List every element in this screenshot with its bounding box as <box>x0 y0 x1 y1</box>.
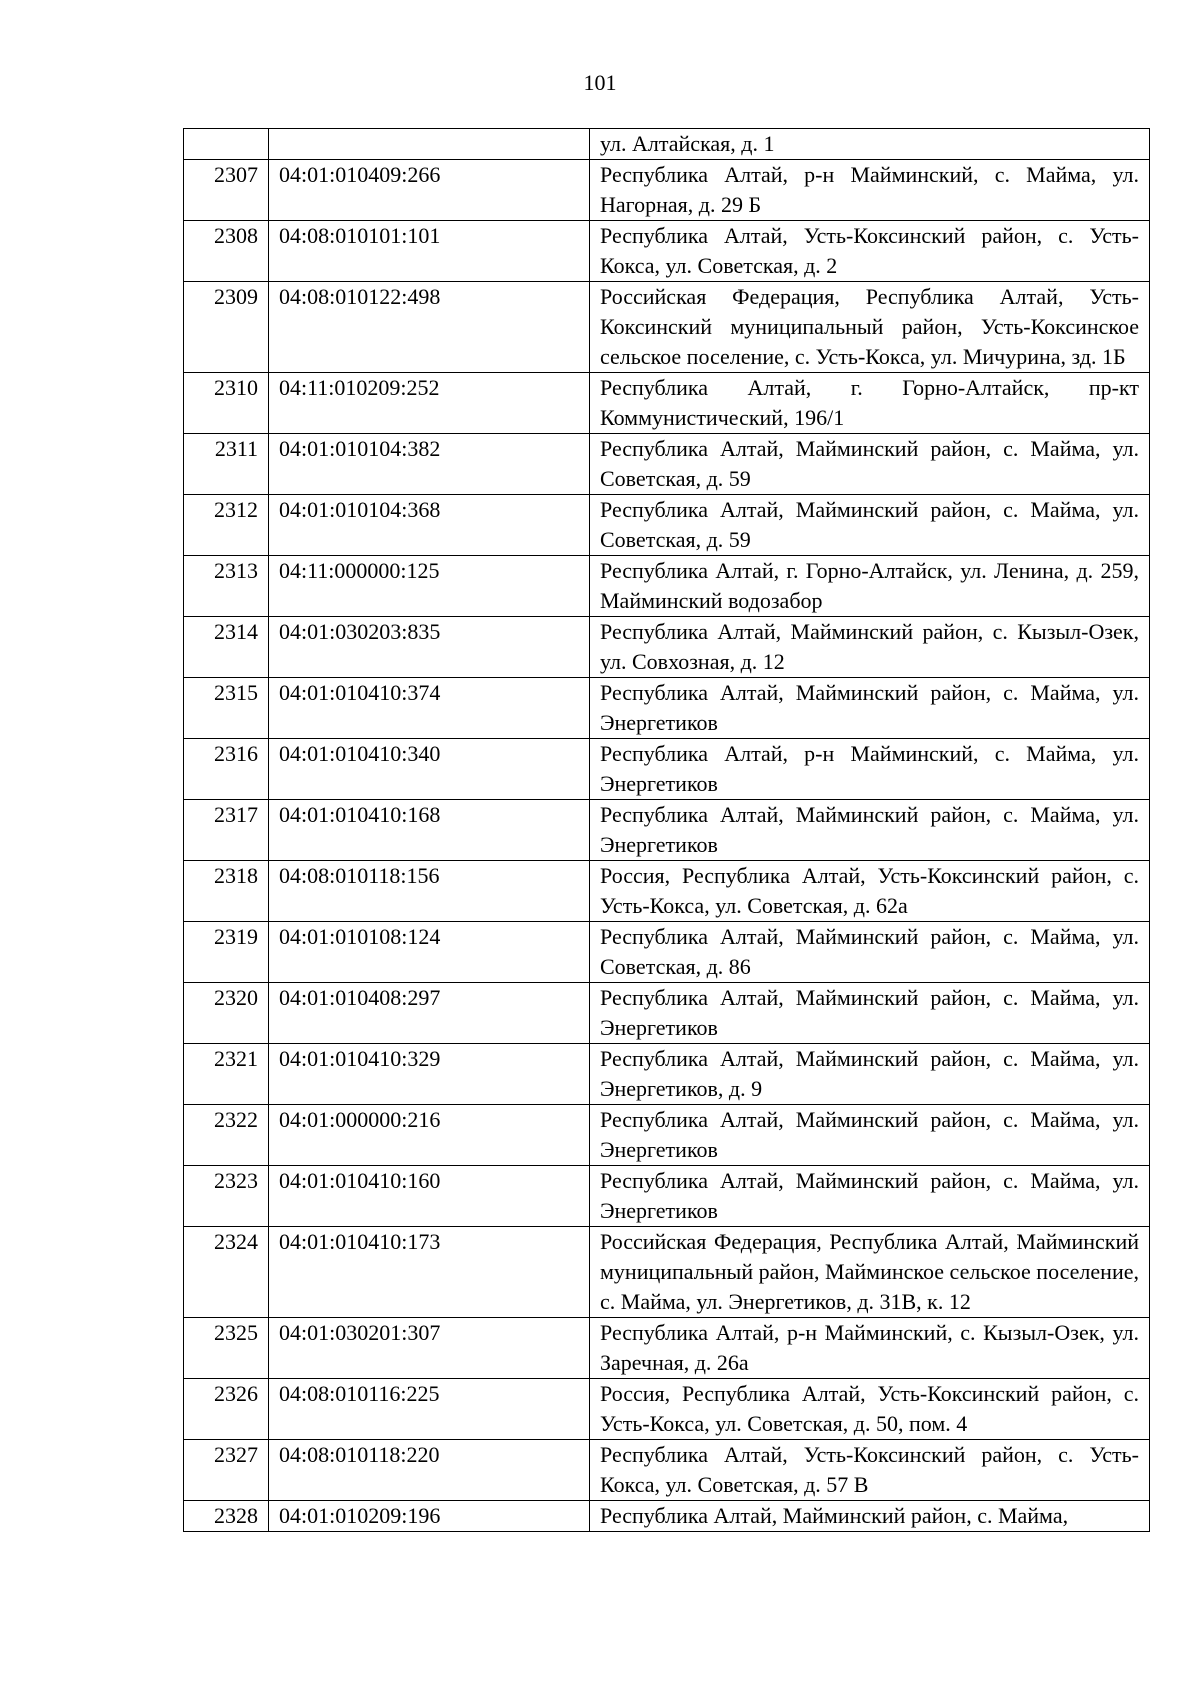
cadastral-number: 04:08:010118:220 <box>269 1440 590 1501</box>
table-row <box>184 1318 1150 1379</box>
cadastral-number: 04:01:030201:307 <box>269 1318 590 1379</box>
row-number: 2323 <box>184 1166 269 1227</box>
address: Россия, Республика Алтай, Усть-Коксинский район, с. Усть-Кокса, ул. Советская, д. 62а <box>590 861 1150 922</box>
table-row <box>184 129 1150 160</box>
cadastral-number: 04:01:010410:329 <box>269 1044 590 1105</box>
row-number: 2318 <box>184 861 269 922</box>
address: Республика Алтай, Майминский район, с. Майма, ул. Энергетиков <box>590 983 1150 1044</box>
cadastral-number: 04:01:010209:196 <box>269 1501 590 1532</box>
cadastral-number: 04:01:010410:173 <box>269 1227 590 1318</box>
table-row <box>184 983 1150 1044</box>
address: Республика Алтай, Майминский район, с. Майма, ул. Энергетиков <box>590 678 1150 739</box>
address: Республика Алтай, Майминский район, с. Майма, ул. Советская, д. 59 <box>590 434 1150 495</box>
row-number: 2326 <box>184 1379 269 1440</box>
address: Россия, Республика Алтай, Усть-Коксинский район, с. Усть-Кокса, ул. Советская, д. 50, пом. 4 <box>590 1379 1150 1440</box>
address: Республика Алтай, р-н Майминский, с. Кызыл-Озек, ул. Заречная, д. 26а <box>590 1318 1150 1379</box>
cadastral-number: 04:01:000000:216 <box>269 1105 590 1166</box>
row-number: 2321 <box>184 1044 269 1105</box>
table-row <box>184 922 1150 983</box>
address: Республика Алтай, Майминский район, с. Майма, ул. Энергетиков <box>590 800 1150 861</box>
row-number <box>184 129 269 160</box>
address: Республика Алтай, Майминский район, с. Кызыл-Озек, ул. Совхозная, д. 12 <box>590 617 1150 678</box>
table-row <box>184 160 1150 221</box>
cadastral-number: 04:08:010118:156 <box>269 861 590 922</box>
row-number: 2307 <box>184 160 269 221</box>
address: Республика Алтай, Майминский район, с. Майма, ул. Советская, д. 59 <box>590 495 1150 556</box>
row-number: 2312 <box>184 495 269 556</box>
table-row <box>184 434 1150 495</box>
cadastral-number: 04:01:010410:374 <box>269 678 590 739</box>
table-row <box>184 556 1150 617</box>
address: Российская Федерация, Республика Алтай, Майминский муниципальный район, Майминское сельское поселение, с. Майма, ул. Энергетиков, д. 31В, к. 12 <box>590 1227 1150 1318</box>
page-number: 101 <box>583 70 617 95</box>
row-number: 2317 <box>184 800 269 861</box>
address: Республика Алтай, Майминский район, с. Майма, <box>590 1501 1150 1532</box>
row-number: 2309 <box>184 282 269 373</box>
address: Республика Алтай, г. Горно-Алтайск, ул. Ленина, д. 259, Майминский водозабор <box>590 556 1150 617</box>
address: Республика Алтай, Майминский район, с. Майма, ул. Энергетиков <box>590 1105 1150 1166</box>
address: Республика Алтай, Майминский район, с. Майма, ул. Энергетиков, д. 9 <box>590 1044 1150 1105</box>
address: Республика Алтай, Усть-Коксинский район, с. Усть-Кокса, ул. Советская, д. 57 В <box>590 1440 1150 1501</box>
cadastral-number: 04:08:010122:498 <box>269 282 590 373</box>
cadastral-number: 04:01:010408:297 <box>269 983 590 1044</box>
row-number: 2311 <box>184 434 269 495</box>
row-number: 2316 <box>184 739 269 800</box>
address: Российская Федерация, Республика Алтай, Усть-Коксинский муниципальный район, Усть-Коксинское сельское поселение, с. Усть-Кокса, ул. Мичурина, зд. 1Б <box>590 282 1150 373</box>
cadastral-number: 04:01:010409:266 <box>269 160 590 221</box>
row-number: 2313 <box>184 556 269 617</box>
row-number: 2324 <box>184 1227 269 1318</box>
table-row <box>184 617 1150 678</box>
cadastral-number: 04:01:010104:368 <box>269 495 590 556</box>
address: Республика Алтай, Майминский район, с. Майма, ул. Энергетиков <box>590 1166 1150 1227</box>
table-row <box>184 373 1150 434</box>
row-number: 2320 <box>184 983 269 1044</box>
cadastral-number <box>269 129 590 160</box>
table-row <box>184 678 1150 739</box>
table-row <box>184 495 1150 556</box>
cadastral-number: 04:01:010410:160 <box>269 1166 590 1227</box>
cadastral-number: 04:11:010209:252 <box>269 373 590 434</box>
table-row <box>184 282 1150 373</box>
cadastral-number: 04:08:010101:101 <box>269 221 590 282</box>
row-number: 2314 <box>184 617 269 678</box>
cadastral-number: 04:01:030203:835 <box>269 617 590 678</box>
registry-table <box>183 128 1150 1532</box>
row-number: 2315 <box>184 678 269 739</box>
row-number: 2322 <box>184 1105 269 1166</box>
table-row <box>184 1044 1150 1105</box>
row-number: 2328 <box>184 1501 269 1532</box>
row-number: 2319 <box>184 922 269 983</box>
table-row <box>184 1440 1150 1501</box>
address: ул. Алтайская, д. 1 <box>590 129 1150 160</box>
table-row <box>184 800 1150 861</box>
address: Республика Алтай, Майминский район, с. Майма, ул. Советская, д. 86 <box>590 922 1150 983</box>
cadastral-number: 04:01:010108:124 <box>269 922 590 983</box>
row-number: 2325 <box>184 1318 269 1379</box>
table-row <box>184 1105 1150 1166</box>
row-number: 2310 <box>184 373 269 434</box>
table-row <box>184 739 1150 800</box>
cadastral-number: 04:01:010410:168 <box>269 800 590 861</box>
row-number: 2327 <box>184 1440 269 1501</box>
address: Республика Алтай, р-н Майминский, с. Майма, ул. Энергетиков <box>590 739 1150 800</box>
table-row <box>184 861 1150 922</box>
cadastral-number: 04:01:010104:382 <box>269 434 590 495</box>
table-row <box>184 221 1150 282</box>
table-row <box>184 1166 1150 1227</box>
cadastral-number: 04:11:000000:125 <box>269 556 590 617</box>
registry-table-body <box>184 129 1150 1532</box>
address: Республика Алтай, Усть-Коксинский район, с. Усть-Кокса, ул. Советская, д. 2 <box>590 221 1150 282</box>
row-number: 2308 <box>184 221 269 282</box>
cadastral-number: 04:01:010410:340 <box>269 739 590 800</box>
table-row <box>184 1379 1150 1440</box>
cadastral-number: 04:08:010116:225 <box>269 1379 590 1440</box>
table-row <box>184 1501 1150 1532</box>
table-row <box>184 1227 1150 1318</box>
address: Республика Алтай, г. Горно-Алтайск, пр-кт Коммунистический, 196/1 <box>590 373 1150 434</box>
address: Республика Алтай, р-н Майминский, с. Майма, ул. Нагорная, д. 29 Б <box>590 160 1150 221</box>
